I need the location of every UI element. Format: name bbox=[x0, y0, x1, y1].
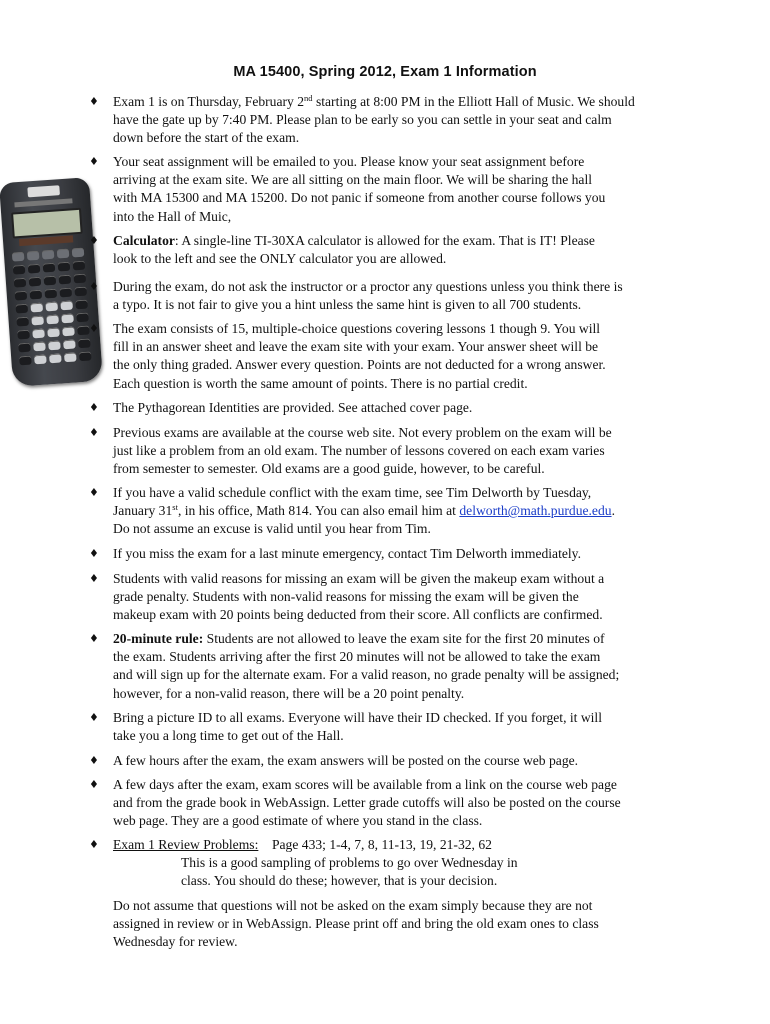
list-item: ♦ Calculator: A single-line TI-30XA calculator is allowed for the exam. That is IT! Please look to the left and see the ONLY calculator you are allowed. bbox=[89, 233, 595, 267]
list-item: ♦ During the exam, do not ask the instructor or a proctor any questions unless you think there is a typo. It is not fair to give you a hint unless the same hint is given to all 700 students. bbox=[89, 279, 623, 313]
list-item: ♦ Your seat assignment will be emailed to you. Please know your seat assignment before arriving at the exam site. We are all sitting on the main floor. We will be sharing the hall with MA 15300 and MA 15200. Do not panic if someone from another course follows you into the Hall of Muic, bbox=[89, 154, 606, 224]
bullet-icon: ♦ bbox=[89, 754, 99, 767]
bullet-icon: ♦ bbox=[89, 632, 99, 645]
bullet-icon: ♦ bbox=[89, 401, 99, 414]
bullet-icon: ♦ bbox=[89, 711, 99, 724]
list-item: ♦ The Pythagorean Identities are provided. See attached cover page. bbox=[113, 399, 713, 417]
bullet-icon: ♦ bbox=[89, 234, 99, 247]
bullet-icon: ♦ bbox=[89, 155, 99, 168]
bullet-icon: ♦ bbox=[89, 280, 99, 293]
list-item: ♦ Exam 1 Review Problems: Page 433; 1-4, 7, 8, 11-13, 19, 21-32, 62 This is a good sampling of problems to go over Wednesday in class. You should do these; however, that is your decision. bbox=[89, 837, 518, 889]
list-item: ♦ If you have a valid schedule conflict with the exam time, see Tim Delworth by Tuesday, January 31st, in his office, Math 814. You can also email him at delworth@math.purdue.edu. Do not assume an excuse is valid until you hear from Tim. bbox=[89, 485, 615, 537]
calculator-screen bbox=[11, 208, 83, 239]
list-item: ♦ A few hours after the exam, the exam answers will be posted on the course web page. bbox=[113, 752, 713, 770]
calculator-logo-strip bbox=[14, 198, 72, 207]
list-item: ♦ A few days after the exam, exam scores will be available from a link on the course web page and from the grade book in WebAssign. Letter grade cutoffs will also be posted on the course web page. They are a good estimate of where you stand in the class. bbox=[89, 777, 621, 829]
bullet-icon: ♦ bbox=[89, 322, 99, 335]
closing-paragraph: Do not assume that questions will not be asked on the exam simply because they are not assigned in review or in WebAssign. Please print off and bring the old exam ones to class Wednesday for review. bbox=[113, 898, 599, 950]
bullet-icon: ♦ bbox=[89, 426, 99, 439]
bullet-icon: ♦ bbox=[89, 778, 99, 791]
page-title: MA 15400, Spring 2012, Exam 1 Information bbox=[233, 64, 537, 80]
bullet-icon: ♦ bbox=[89, 547, 99, 560]
list-item: ♦ Bring a picture ID to all exams. Everyone will have their ID checked. If you forget, it will take you a long time to get out of the Hall. bbox=[89, 710, 602, 744]
calculator-brand-plate bbox=[27, 185, 60, 197]
bullet-icon: ♦ bbox=[89, 95, 99, 108]
list-item: ♦ Students with valid reasons for missing an exam will be given the makeup exam without a grade penalty. Students with non-valid reasons for missing the exam will be given the makeup exam with 20 points being deducted from their score. All conflicts are confirmed. bbox=[89, 571, 605, 623]
calculator-keypad bbox=[12, 248, 92, 366]
list-item: ♦ 20-minute rule: Students are not allowed to leave the exam site for the first 20 minutes of the exam. Students arriving after the first 20 minutes will not be allowed to take the exam and will sign up for the alternate exam. For a valid reason, no grade penalty will be assigned; however, for a non-valid reason, there will be a 20 point penalty. bbox=[89, 631, 620, 701]
bullet-icon: ♦ bbox=[89, 486, 99, 499]
list-item: ♦ Exam 1 is on Thursday, February 2nd starting at 8:00 PM in the Elliott Hall of Music. We should have the gate up by 7:40 PM. Please plan to be early so you can settle in your seat and calm down before the start of the exam. bbox=[89, 93, 635, 146]
list-item: ♦ The exam consists of 15, multiple-choice questions covering lessons 1 though 9. You will fill in an answer sheet and leave the exam site with your exam. Your answer sheet will be the only thing graded. Answer every question. Points are not deducted for a wrong answer. Each question is worth the same amount of points. There is no partial credit. bbox=[89, 321, 606, 391]
email-link[interactable]: delworth@math.purdue.edu bbox=[459, 503, 612, 519]
bullet-icon: ♦ bbox=[89, 572, 99, 585]
bullet-icon: ♦ bbox=[89, 838, 99, 851]
calculator-illustration bbox=[0, 177, 103, 387]
list-item: ♦ If you miss the exam for a last minute emergency, contact Tim Delworth immediately. bbox=[113, 545, 713, 563]
list-item: ♦ Previous exams are available at the course web site. Not every problem on the exam will be just like a problem from an old exam. The number of lessons covered on each exam varies from semester to semester. Old exams are a good guide, however, to be careful. bbox=[89, 425, 612, 477]
